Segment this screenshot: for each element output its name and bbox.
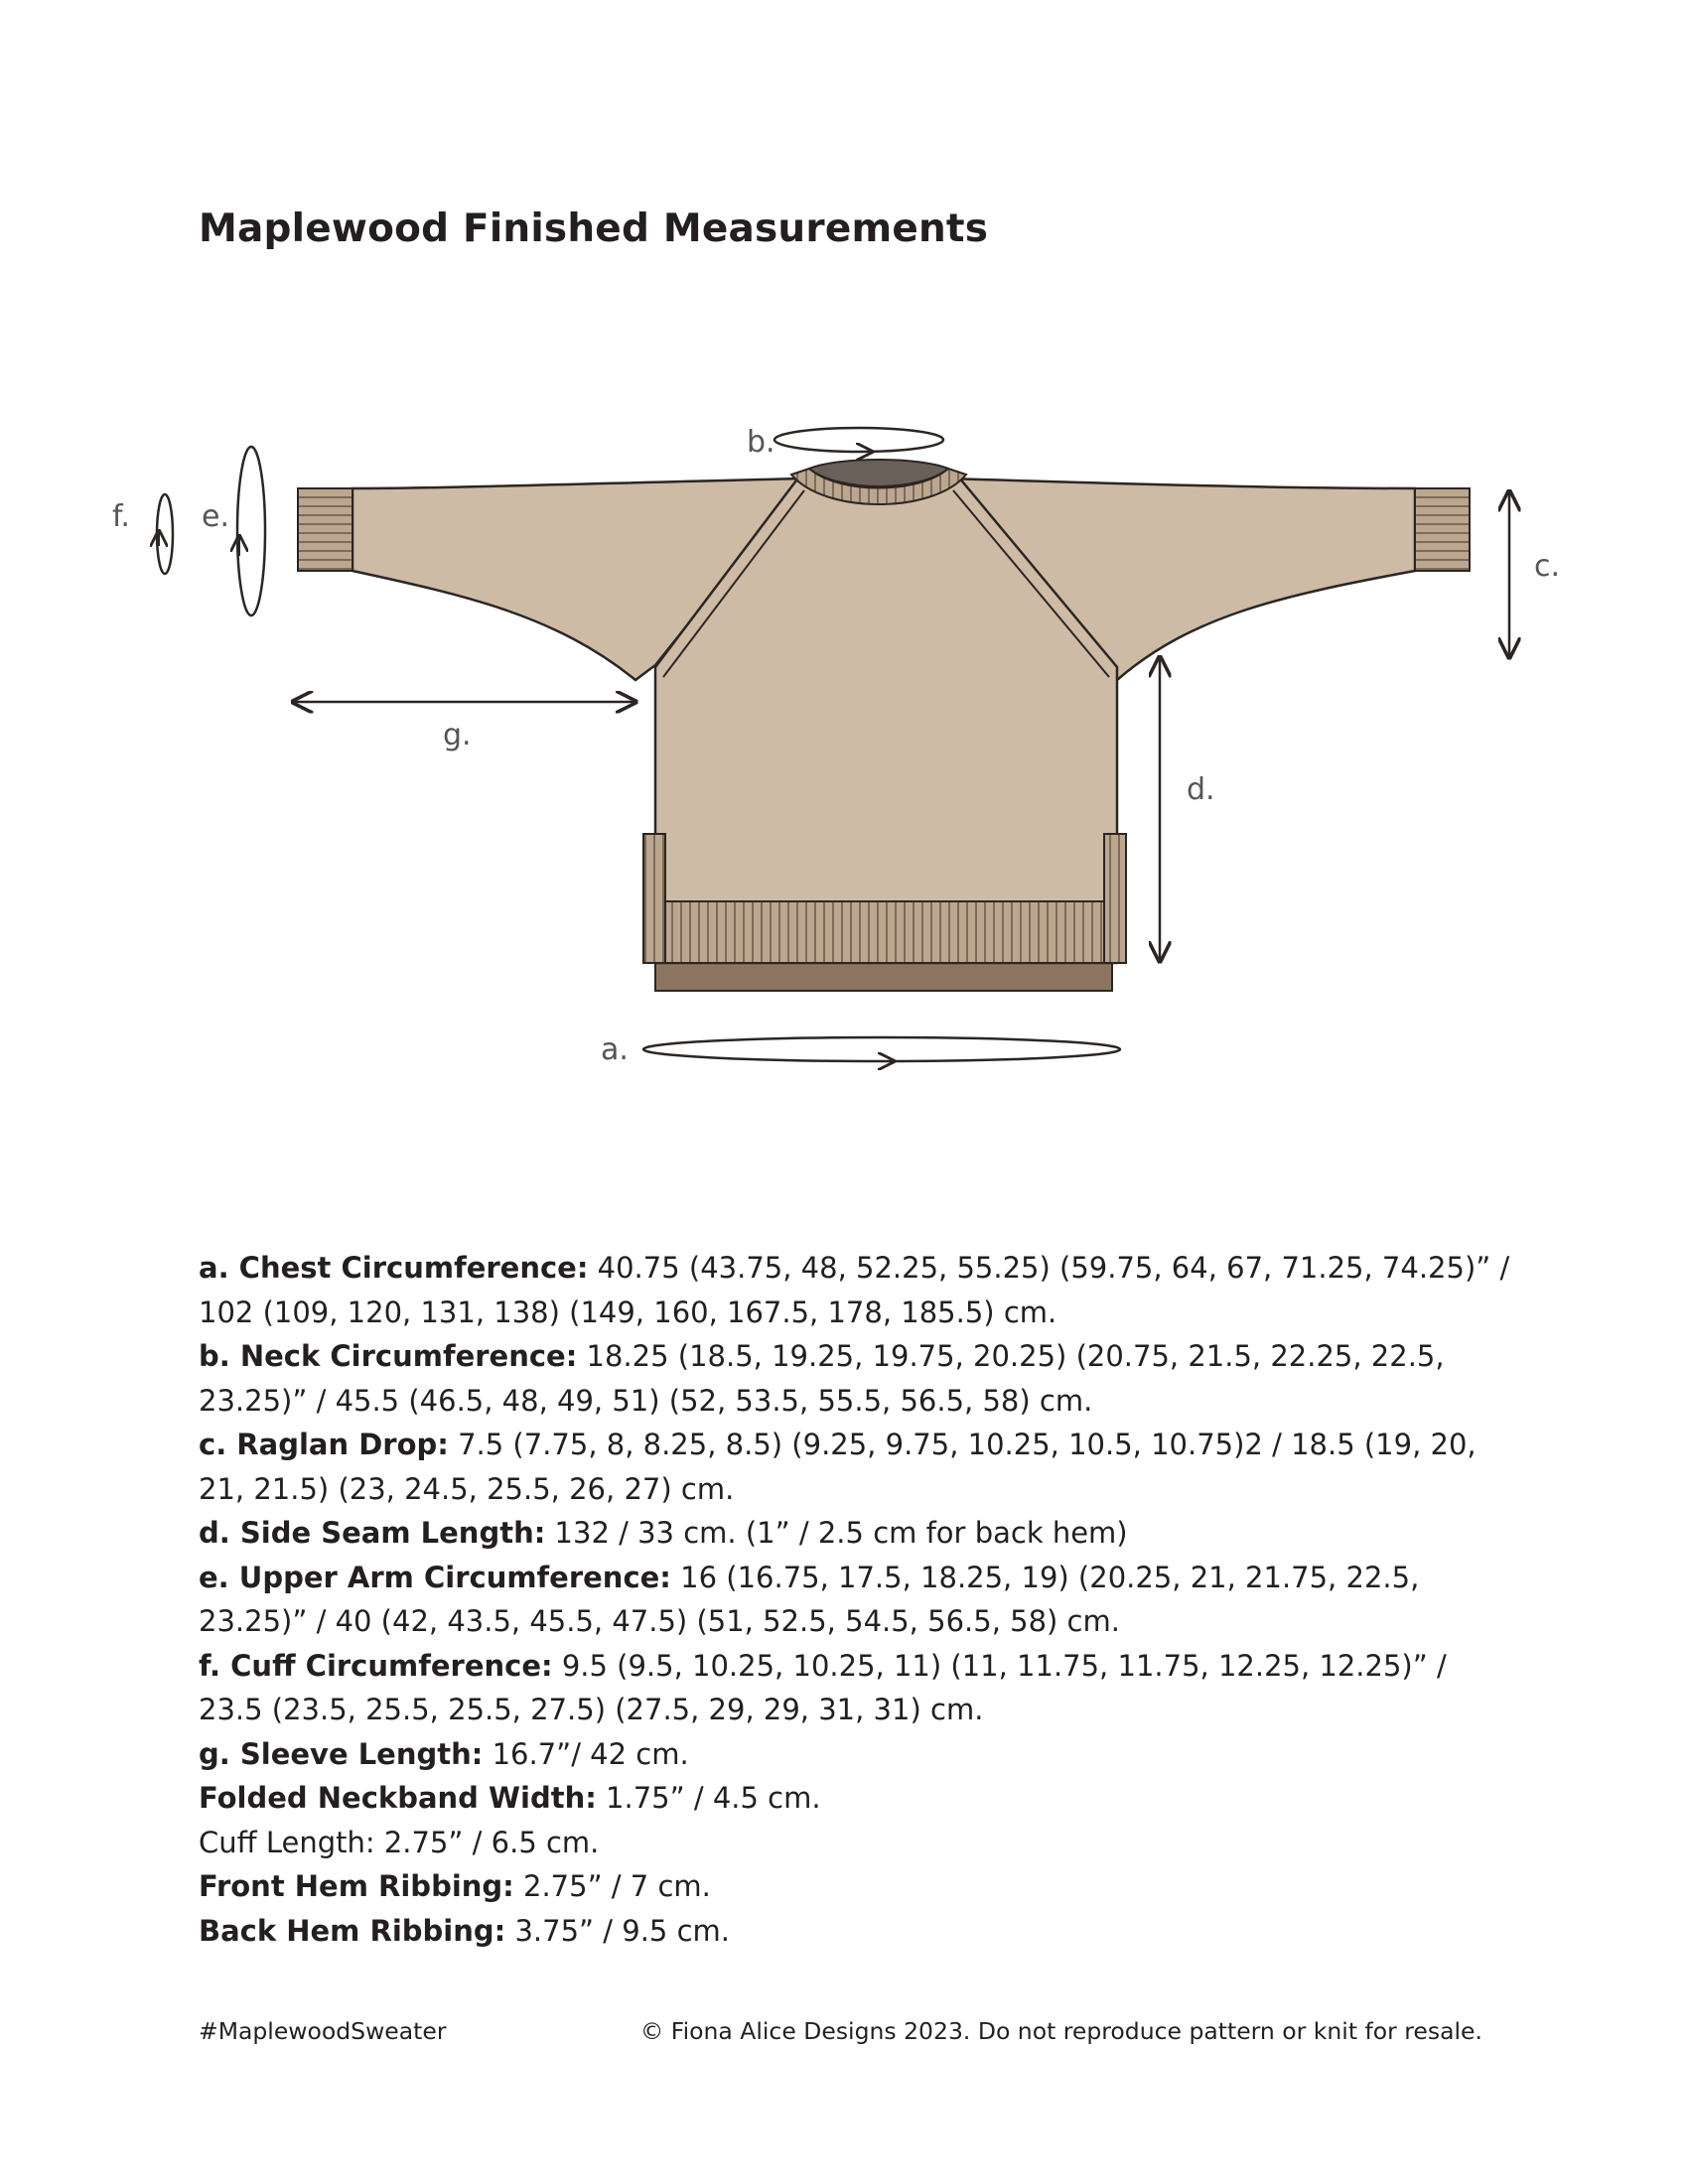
measurement-value: Cuff Length: 2.75” / 6.5 cm. [199,1825,600,1859]
label-c: c. [1534,549,1561,584]
measurement-item [199,1864,1519,1909]
back-hem [655,963,1112,991]
measurement-item [199,1644,1519,1732]
measurement-item [199,1556,1519,1644]
measurement-value: 7.5 (7.75, 8, 8.25, 8.5) (9.25, 9.75, 10.25, 10.5, 10.75)2 / 18.5 (19, 20, 21, 21.5) (23, 24.5, 25.5, 26, 27) cm. [199,1428,1477,1506]
measurement-value: 9.5 (9.5, 10.25, 10.25, 11) (11, 11.75, 11.75, 12.25, 12.25)” / 23.5 (23.5, 25.5, 25.5, 27.5) (27.5, 29, 29, 31, 31) cm. [199,1648,1447,1726]
measurement-value: 16 (16.75, 17.5, 18.25, 19) (20.25, 21, 21.75, 22.5, 23.25)” / 40 (42, 43.5, 45.5, 47.5) (51, 52.5, 54.5, 56.5, 58) cm. [199,1560,1420,1638]
measurement-item [199,1246,1519,1334]
footer-copyright: © Fiona Alice Designs 2023. Do not reproduce pattern or knit for resale. [639,2017,1482,2045]
footer-hashtag: #MaplewoodSweater [199,2017,447,2045]
measurement-label: a. Chest Circumference: [199,1251,589,1285]
label-d: d. [1187,772,1215,807]
measurement-value: 3.75” / 9.5 cm. [505,1913,731,1948]
measurement-value: 2.75” / 7 cm. [513,1869,711,1903]
upper-arm-indicator [237,447,265,615]
label-f: f. [112,499,130,534]
sweater-schematic [0,397,1688,1171]
measurement-item [199,1909,1519,1954]
measurement-item [199,1423,1519,1511]
measurement-item [199,1776,1519,1821]
left-side-ribbing [643,834,665,963]
label-b: b. [747,425,775,460]
measurement-label: d. Side Seam Length: [199,1516,546,1550]
measurement-item [199,1732,1519,1777]
measurement-label: Back Hem Ribbing: [199,1913,506,1948]
measurement-label: b. Neck Circumference: [199,1339,578,1373]
front-hem-ribbing [665,901,1104,963]
left-cuff [298,488,352,571]
measurement-value: 18.25 (18.5, 19.25, 19.75, 20.25) (20.75, 21.5, 22.25, 22.5, 23.25)” / 45.5 (46.5, 48, 49, 51) (52, 53.5, 55.5, 56.5, 58) cm. [199,1339,1445,1418]
measurements-list [199,1246,1519,1953]
label-g: g. [443,718,472,752]
measurement-value: 16.7”/ 42 cm. [483,1736,689,1771]
right-cuff [1415,488,1470,571]
measurement-value: 132 / 33 cm. (1” / 2.5 cm for back hem) [545,1516,1128,1550]
measurement-label: f. Cuff Circumference: [199,1648,553,1683]
neck-circumference-indicator [774,428,943,452]
measurement-value: 40.75 (43.75, 48, 52.25, 55.25) (59.75, 64, 67, 71.25, 74.25)” / 102 (109, 120, 131, 138) (149, 160, 167.5, 178, 185.5) cm. [199,1251,1510,1329]
label-e: e. [202,499,229,534]
measurement-label: c. Raglan Drop: [199,1428,449,1461]
measurement-label: g. Sleeve Length: [199,1736,484,1771]
measurement-item [199,1334,1519,1423]
chest-circumference-indicator [643,1037,1120,1061]
page-title: Maplewood Finished Measurements [199,206,989,251]
measurement-label: e. Upper Arm Circumference: [199,1560,671,1594]
measurement-label: Front Hem Ribbing: [199,1869,514,1903]
label-a: a. [601,1032,629,1067]
measurement-item [199,1511,1519,1556]
right-side-ribbing [1104,834,1126,963]
measurement-value: 1.75” / 4.5 cm. [596,1781,821,1815]
measurement-label: Folded Neckband Width: [199,1781,597,1815]
measurement-item [199,1821,1519,1865]
